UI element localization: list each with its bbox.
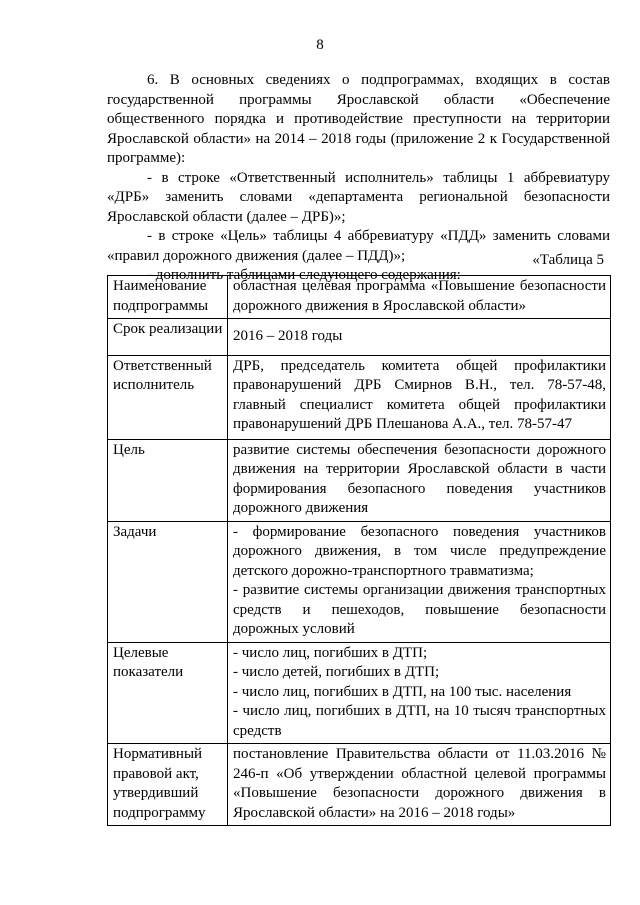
paragraph: - в строке «Цель» таблицы 4 аббревиатуру «ПДД» заменить словами «правил дорожного движения (далее – ПДД)»;: [107, 228, 610, 264]
page-number: 8: [316, 37, 324, 53]
row-value: 2016 – 2018 годы: [228, 319, 611, 356]
list-item: - число лиц, погибших в ДТП, на 10 тысяч транспортных средств: [233, 703, 606, 739]
row-header: Нормативный правовой акт, утвердивший подпрограмму: [108, 744, 228, 826]
list-item: - число лиц, погибших в ДТП;: [233, 644, 428, 661]
list-item: - число лиц, погибших в ДТП, на 100 тыс. населения: [233, 683, 572, 700]
row-header: Срок реализации: [108, 319, 228, 356]
row-value: постановление Правительства области от 11.03.2016 № 246-п «Об утверждении областной целевой программы «Повышение безопасности дорожного движения в Ярославской области» на 2016 – 2018 годы»: [228, 744, 611, 826]
table-row: [108, 642, 611, 744]
table-row: [108, 319, 611, 356]
table-row: [108, 355, 611, 439]
paragraph: 6. В основных сведениях о подпрограммах, входящих в состав государственной программы Ярославской области «Обеспечение общественного порядка и противодействие преступности на территории Ярославской области» на 2014 – 2018 годы (приложение 2 к Государственной программе):: [107, 72, 610, 166]
subprogram-table: [107, 275, 611, 826]
list-item: - формирование безопасного поведения участников дорожного движения, в том числе предупреждение детского дорожно-транспортного травматизма;: [233, 523, 606, 579]
row-header: Задачи: [108, 521, 228, 642]
list-item: - число детей, погибших в ДТП;: [233, 664, 440, 680]
row-value: [228, 642, 611, 744]
row-value: [228, 521, 611, 642]
row-header: Цель: [108, 439, 228, 521]
paragraph: - дополнить таблицами следующего содержания:: [147, 267, 461, 283]
row-value: областная целевая программа «Повышение безопасности дорожного движения в Ярославской области»: [228, 276, 611, 319]
table-row: [108, 521, 611, 642]
row-header: Целевые показатели: [108, 642, 228, 744]
table-row: [108, 744, 611, 826]
table-caption: «Таблица 5: [532, 252, 604, 268]
table-row: [108, 439, 611, 521]
list-item: - развитие системы организации движения транспортных средств и пешеходов, повышение безопасности дорожных условий: [233, 582, 606, 637]
row-value: развитие системы обеспечения безопасности дорожного движения на территории Ярославской области в части формирования безопасного поведения участников дорожного движения: [228, 439, 611, 521]
table-row: [108, 276, 611, 319]
row-header: Ответственный исполнитель: [108, 355, 228, 439]
row-header: Наименование подпрограммы: [108, 276, 228, 319]
paragraph: - в строке «Ответственный исполнитель» таблицы 1 аббревиатуру «ДРБ» заменить словами «департамента региональной безопасности Ярославской области (далее – ДРБ)»;: [107, 169, 610, 225]
row-value: ДРБ, председатель комитета общей профилактики правонарушений ДРБ Смирнов В.Н., тел. 78-57-48, главный специалист комитета общей профилактики правонарушений ДРБ Плешанова А.А., тел. 78-57-47: [228, 355, 611, 439]
